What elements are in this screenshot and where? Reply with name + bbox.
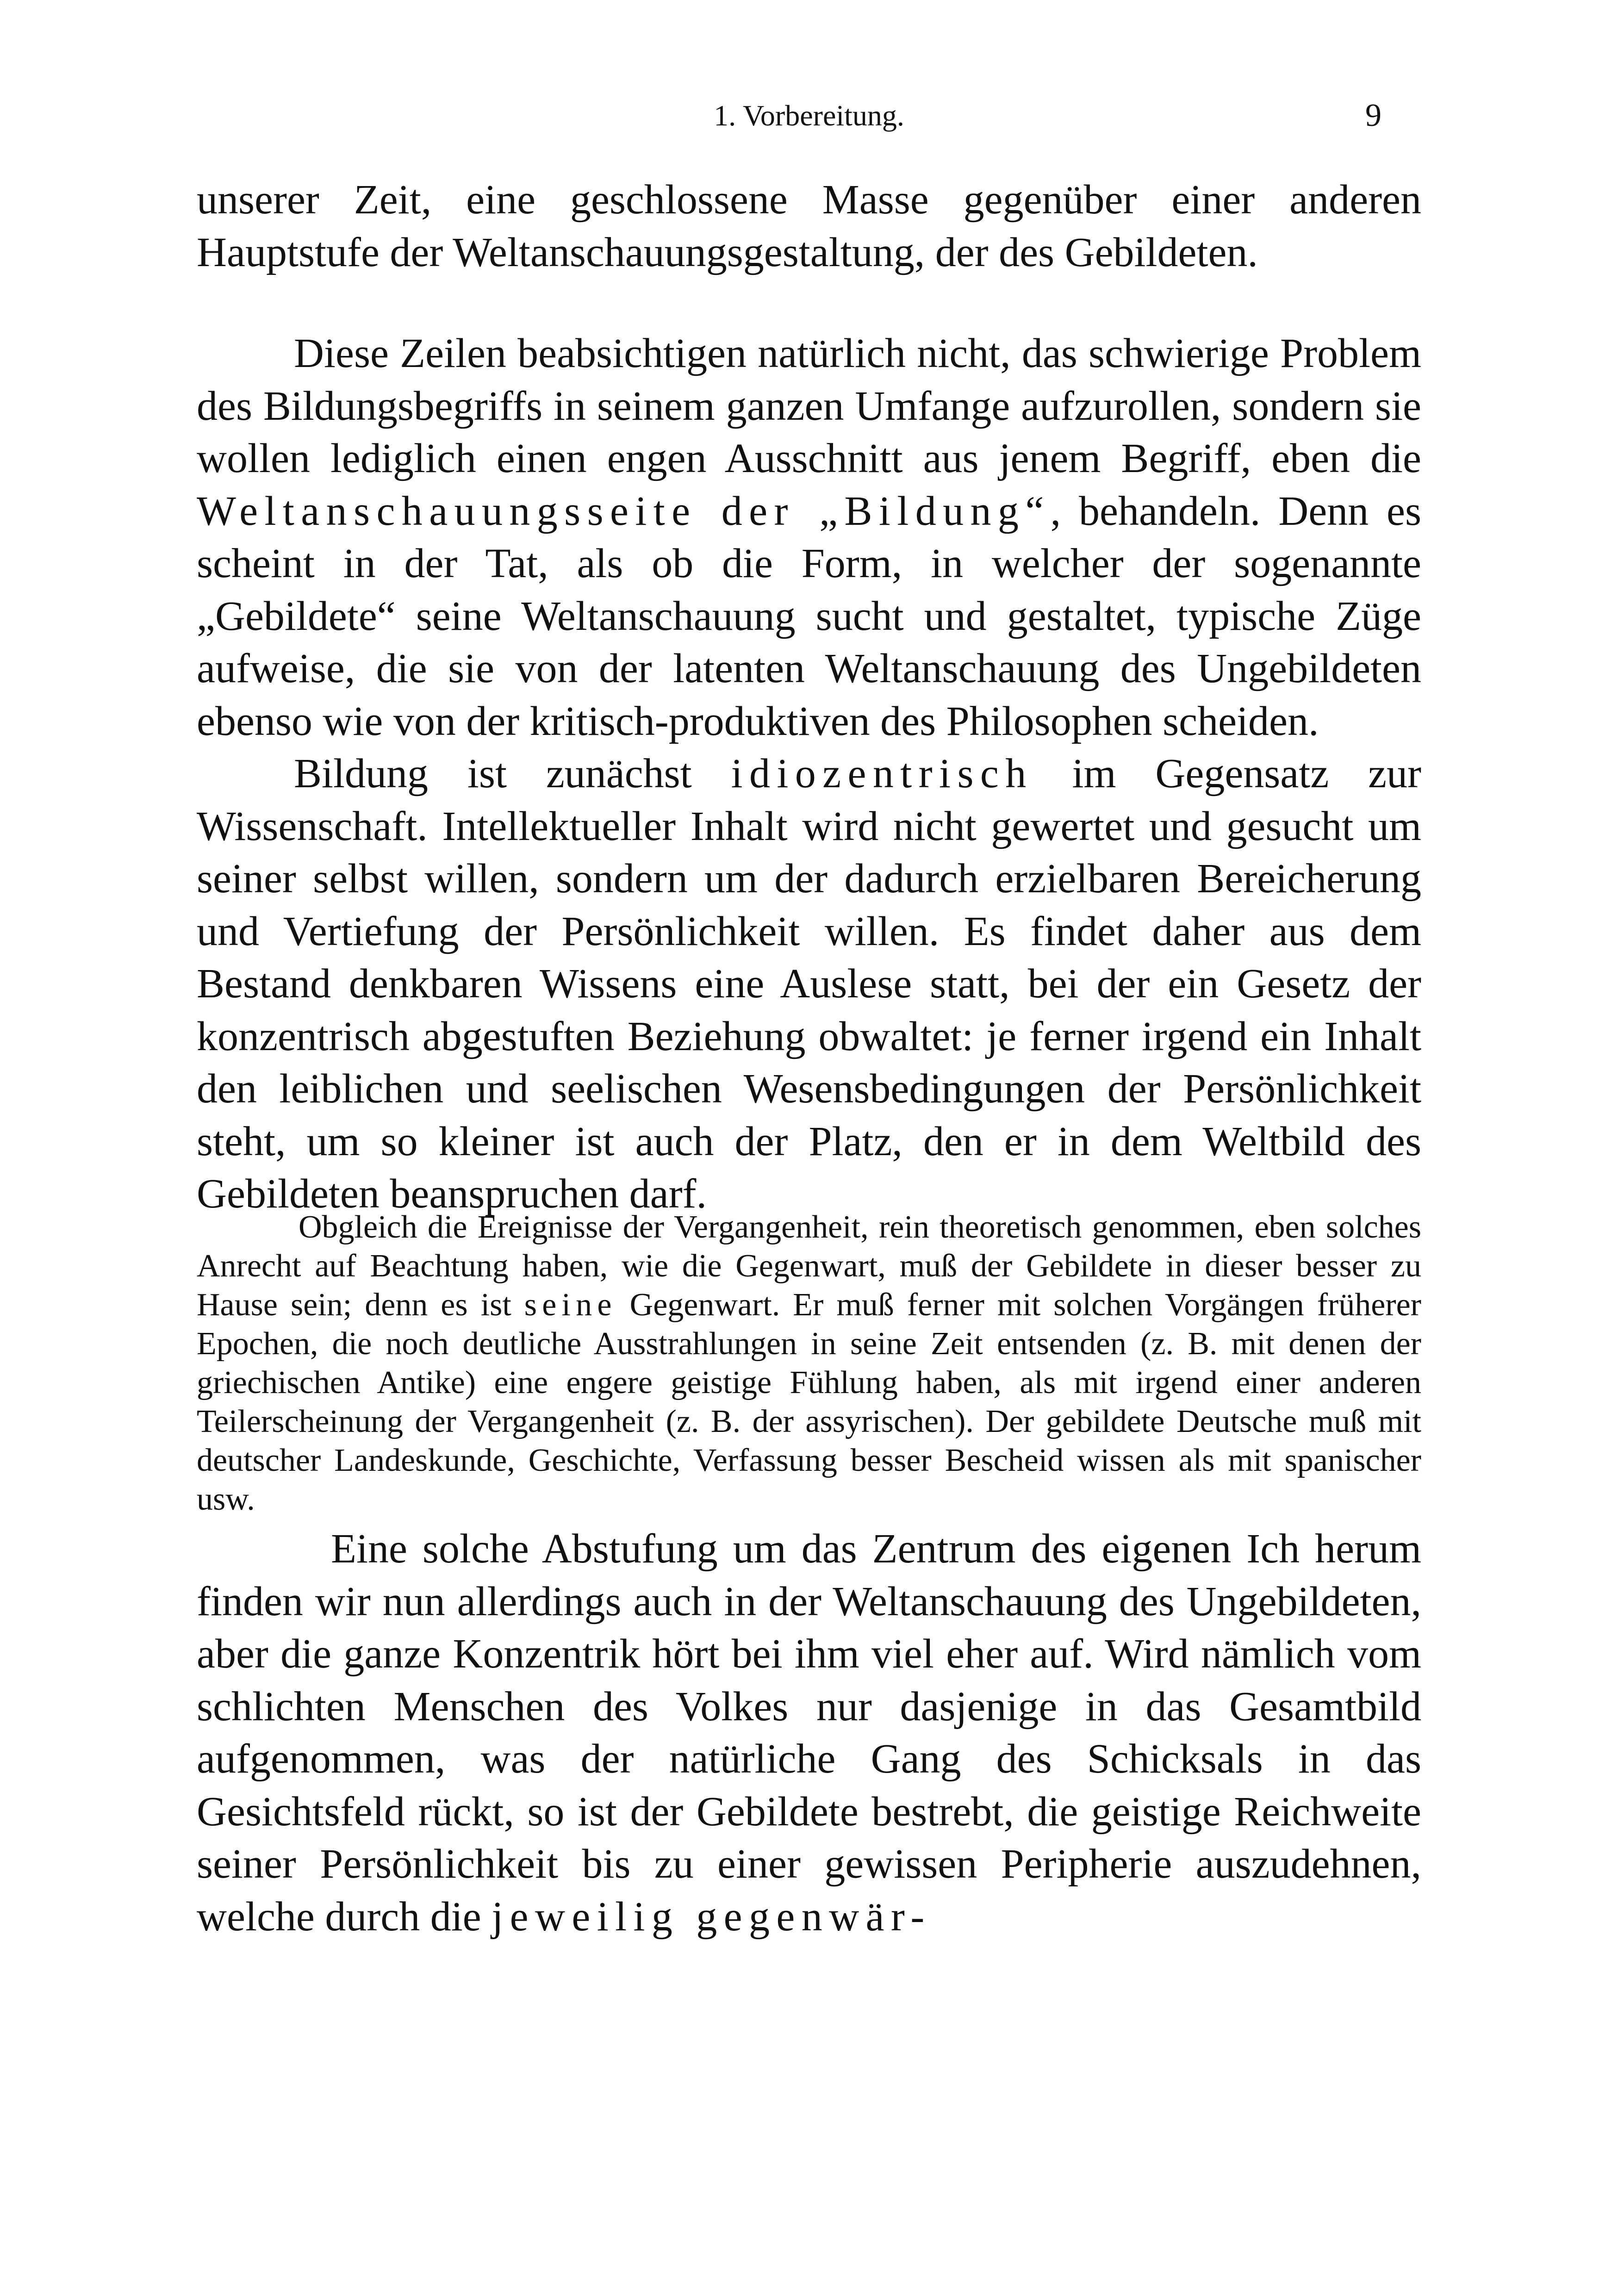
main-text-block [197,327,1421,1220]
small-print-note [197,1208,1421,1519]
spaced-emphasis-idiozentrisch: idiozentrisch [731,751,1033,796]
spaced-emphasis-seine: seine [524,1287,617,1323]
paragraph-3-text-a: Bildung ist zunächst [294,751,731,796]
paragraph-continuation [197,174,1421,279]
closing-text-block [197,1523,1421,1943]
paragraph-3 [197,747,1421,1220]
paragraph-4 [197,1523,1421,1943]
paragraph-3-text-c: im Gegensatz zur Wissenschaft. Intellektueller Inhalt wird nicht gewertet und gesucht um seiner selbst willen, sondern um der dadurch erzielbaren Bereicherung und Vertiefung der Persönlichkeit willen. Es findet daher aus dem Bestand denkbaren Wissens eine Auslese statt, bei der ein Gesetz der konzentrisch abgestuften Beziehung obwaltet: je ferner irgend ein Inhalt den leiblichen und seelischen Wesensbedingungen der Persönlichkeit steht, um so kleiner ist auch der Platz, den er in dem Weltbild des Gebildeten beanspruchen darf. [197,751,1421,1217]
paragraph-1-text: unserer Zeit, eine geschlossene Masse gegenüber einer anderen Hauptstufe der Weltanschauungsgestaltung, der des Gebildeten. [197,177,1421,275]
page-number: 9 [1365,98,1382,133]
spaced-emphasis-jeweilig-gegenwaer: jeweilig gegenwär- [492,1893,931,1940]
paragraph-2-text-c: , behandeln. Denn es scheint in der Tat, als ob die Form, in welcher der sogenannte „Gebildete“ seine Weltanschauung sucht und gestaltet, typische Züge aufweise, die sie von der latenten Weltanschauung des Ungebildeten ebenso wie von der kritisch-produktiven des Philosophen scheiden. [197,488,1421,744]
paragraph-2 [197,327,1421,747]
running-title: 1. Vorbereitung. [714,99,904,132]
running-head [0,95,1618,137]
note-paragraph [197,1208,1421,1519]
paragraph-1 [197,174,1421,279]
note-text-c: Gegenwart. Er muß ferner mit solchen Vorgängen früherer Epochen, die noch deutliche Ausstrahlungen in seine Zeit entsenden (z. B. mit denen der griechischen Antike) eine engere geistige Fühlung haben, als mit irgend einer anderen Teilerscheinung der Vergangenheit (z. B. der assyrischen). Der gebildete Deutsche muß mit deutscher Landeskunde, Geschichte, Verfassung besser Bescheid wissen als mit spanischer usw. [197,1287,1421,1517]
note-text-a: Obgleich die Ereignisse der Vergangenheit, rein theoretisch genommen, eben solches Anrecht auf Beachtung haben, wie die Gegenwart, muß der Gebildete in dieser besser zu Hause sein; denn es ist [197,1209,1421,1323]
paragraph-2-text-a: Diese Zeilen beabsichtigen natürlich nicht, das schwierige Problem des Bildungsbegriffs in seinem ganzen Umfange aufzurollen, sondern sie wollen lediglich einen engen Ausschnitt aus jenem Begriff, eben die [197,330,1421,481]
spaced-emphasis-weltanschauungsseite: Weltanschauungsseite der „Bildung“ [197,488,1051,534]
paragraph-4-text-a: Eine solche Abstufung um das Zentrum des eigenen Ich herum finden wir nun allerdings auch in der Weltanschauung des Ungebildeten, aber die ganze Konzentrik hört bei ihm viel eher auf. Wird nämlich vom schlichten Menschen des Volkes nur dasjenige in das Gesamtbild aufgenommen, was der natürliche Gang des Schicksals in das Gesichtsfeld rückt, so ist der Gebildete bestrebt, die geistige Reichweite seiner Persönlichkeit bis zu einer gewissen Peripherie auszudehnen, welche durch die [197,1526,1421,1940]
